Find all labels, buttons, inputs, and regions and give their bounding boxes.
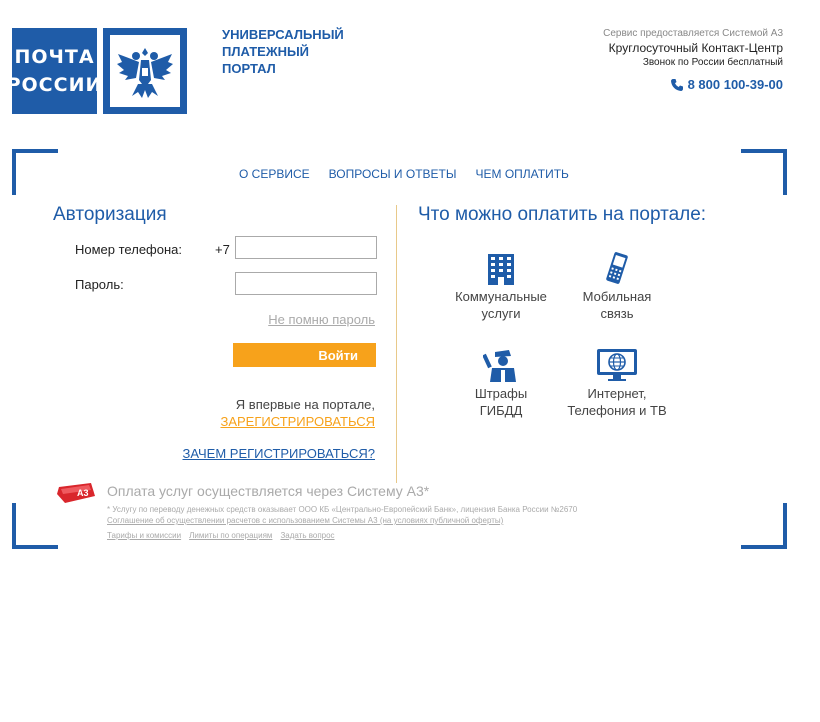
register-link[interactable]: ЗАРЕГИСТРИРОВАТЬСЯ: [220, 414, 375, 429]
login-button[interactable]: Войти: [233, 343, 376, 367]
phone-input[interactable]: [235, 236, 377, 259]
password-label: Пароль:: [75, 277, 124, 292]
main-nav: [239, 167, 569, 181]
pay-title: Что можно оплатить на портале:: [418, 204, 707, 225]
pay-item-line2: Телефония и ТВ: [567, 403, 667, 418]
eagle-emblem-logo: [103, 28, 187, 114]
mobile-phone-icon: [604, 251, 630, 285]
first-time-text: Я впервые на портале,: [235, 397, 375, 412]
nav-payment-methods[interactable]: ЧЕМ ОПЛАТИТЬ: [475, 167, 569, 181]
agreement-link[interactable]: Соглашение об осуществлении расчетов с использованием Системы А3 (на условиях публичной оферты): [107, 516, 504, 525]
pay-mobile[interactable]: [547, 249, 687, 322]
ask-question-link[interactable]: Задать вопрос: [280, 531, 335, 540]
phone-number: 8 800 100-39-00: [687, 77, 783, 92]
nav-faq[interactable]: ВОПРОСЫ И ОТВЕТЫ: [328, 167, 457, 181]
nav-about-service[interactable]: О СЕРВИСЕ: [239, 167, 310, 181]
pay-item-line2: связь: [600, 306, 634, 321]
limits-link[interactable]: Лимиты по операциям: [189, 531, 273, 540]
free-call-note: Звонок по России бесплатный: [642, 57, 783, 68]
service-note: Сервис предоставляется Системой А3: [603, 28, 783, 39]
a3-logo-text: А3: [77, 488, 89, 498]
frame-corner-top-left: [12, 149, 58, 195]
pay-item-line2: услуги: [481, 306, 521, 321]
frame-corner-top-right: [741, 149, 787, 195]
pay-item-line1: Мобильная: [582, 289, 652, 304]
phone-icon: [670, 78, 684, 92]
bank-license-note: * Услугу по переводу денежных средств оказывает ООО КБ «Центрально-Европейский Банк», лицензия Банка России №2670: [107, 505, 578, 514]
contact-center: Круглосуточный Контакт-Центр: [608, 41, 783, 55]
logo-line-2: РОССИИ: [6, 74, 103, 96]
auth-title: Авторизация: [53, 204, 167, 225]
payment-via-a3-text: Оплата услуг осуществляется через Систему А3*: [107, 483, 430, 499]
column-divider: [396, 205, 397, 483]
frame-corner-bottom-left: [12, 503, 58, 549]
building-icon: [487, 253, 515, 285]
tariffs-link[interactable]: Тарифы и комиссии: [107, 531, 182, 540]
phone-label: Номер телефона:: [75, 242, 182, 257]
pay-item-line1: Коммунальные: [455, 289, 547, 304]
frame-corner-bottom-right: [741, 503, 787, 549]
pochta-rossii-logo[interactable]: [6, 28, 103, 114]
pay-item-line1: Штрафы: [474, 386, 528, 401]
logo-line-1: ПОЧТА: [14, 46, 95, 68]
password-input[interactable]: [235, 272, 377, 295]
hotline-phone: [670, 77, 783, 92]
why-register-link[interactable]: ЗАЧЕМ РЕГИСТРИРОВАТЬСЯ?: [182, 446, 375, 461]
a3-system-logo: [55, 482, 97, 509]
phone-prefix: +7: [215, 242, 230, 257]
portal-title-line: ПОРТАЛ: [222, 61, 276, 76]
portal-title: [222, 26, 372, 77]
portal-title-line: УНИВЕРСАЛЬНЫЙ: [222, 27, 344, 42]
portal-title-line: ПЛАТЕЖНЫЙ: [222, 44, 310, 59]
double-headed-eagle-icon: [114, 40, 176, 102]
globe-monitor-icon: [596, 348, 638, 382]
footer-links: [107, 531, 335, 540]
forgot-password-link[interactable]: Не помню пароль: [268, 312, 375, 327]
pay-item-line2: ГИБДД: [479, 403, 523, 418]
pay-item-line1: Интернет,: [587, 386, 647, 401]
traffic-police-icon: [483, 348, 519, 382]
pay-internet-tv[interactable]: [547, 346, 687, 419]
